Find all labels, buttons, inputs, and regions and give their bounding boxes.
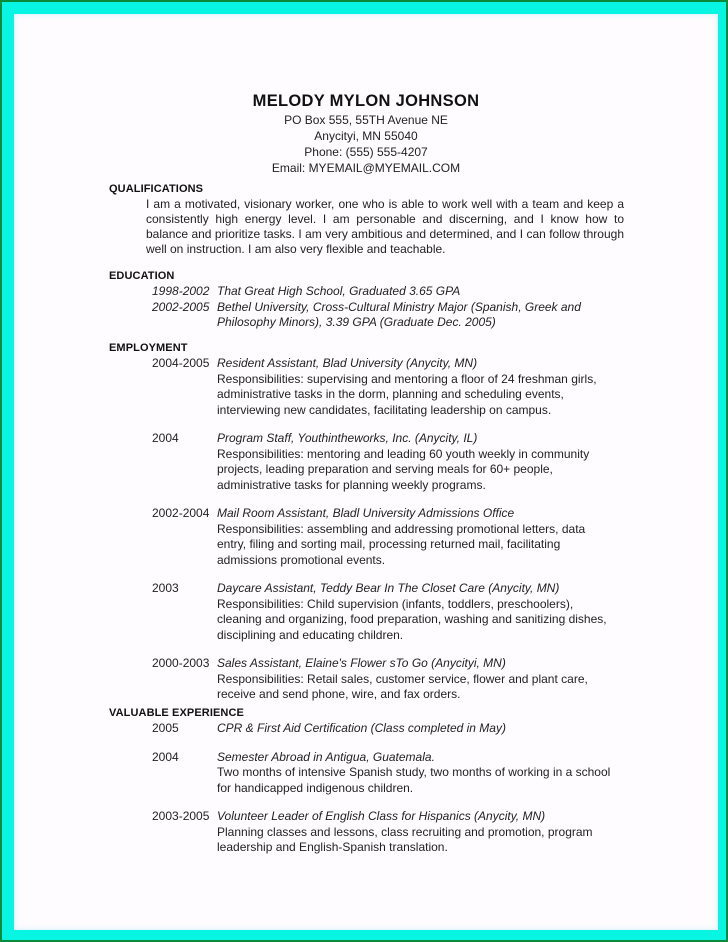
- employment-entry: [109, 506, 639, 568]
- entry-title: Volunteer Leader of English Class for Hispanics (Anycity, MN): [217, 809, 546, 823]
- entry-description: Responsibilities: assembling and addressing promotional letters, data entry, filing and sorting mail, processing returned mail, facilitating admissions promotional events.: [217, 521, 586, 567]
- employment-section: [109, 341, 639, 703]
- entry-years: 2005: [152, 721, 179, 735]
- employment-entry: [109, 431, 639, 493]
- entry-years: 2004: [152, 431, 179, 445]
- section-heading: QUALIFICATIONS: [109, 183, 204, 195]
- education-item: [109, 300, 639, 331]
- address-line-1: PO Box 555, 55TH Avenue NE: [284, 113, 448, 127]
- employment-entry: [109, 356, 639, 418]
- education-years: 2002-2005: [152, 299, 210, 314]
- employment-entry: [109, 581, 639, 643]
- education-text: That Great High School, Graduated 3.65 GPA: [217, 284, 461, 298]
- phone-line: Phone: (555) 555-4207: [304, 145, 428, 159]
- entry-description: Responsibilities: supervising and mentoring a floor of 24 freshman girls, administrative tasks in the dorm, planning and scheduling events, interviewing new candidates, facilitating leadership on campus.: [217, 371, 597, 417]
- entry-title: Mail Room Assistant, Bladl University Admissions Office: [217, 506, 515, 520]
- entry-years: 2003-2005: [152, 809, 210, 823]
- entry-title: Program Staff, Youthintheworks, Inc. (Anycity, IL): [217, 431, 478, 445]
- entry-title: CPR & First Aid Certification (Class completed in May): [217, 721, 506, 735]
- entry-description: Planning classes and lessons, class recruiting and promotion, program leadership and English-Spanish translation.: [217, 824, 593, 854]
- education-section: [109, 269, 639, 331]
- entry-description: Two months of intensive Spanish study, two months of working in a school for handicapped indigenous children.: [217, 765, 611, 795]
- entry-years: 2002-2004: [152, 506, 210, 520]
- entry-title: Semester Abroad in Antigua, Guatemala.: [217, 749, 435, 764]
- entry-years: 2000-2003: [152, 656, 210, 670]
- section-heading: VALUABLE EXPERIENCE: [109, 707, 244, 719]
- experience-entry: [109, 809, 639, 856]
- qualifications-section: [109, 182, 639, 257]
- applicant-name: MELODY MYLON JOHNSON: [252, 92, 480, 110]
- education-years: 1998-2002: [152, 284, 210, 298]
- entry-description: Responsibilities: Child supervision (infants, toddlers, preschoolers), cleaning and organizing, food preparation, washing and sanitizing dishes, disciplining and educating children.: [217, 596, 607, 642]
- entry-years: 2004: [152, 749, 179, 764]
- entry-title: Daycare Assistant, Teddy Bear In The Closet Care (Anycity, MN): [217, 581, 560, 595]
- qualifications-text: I am a motivated, visionary worker, one who is able to work well with a team and keep a consistently high energy level. I am personable and discerning, and I know how to balance and prioritize tasks. I am very ambitious and determined, and I can follow through well on instruction. I am also very flexible and teachable.: [146, 197, 624, 256]
- entry-years: 2003: [152, 581, 179, 595]
- valuable-experience-section: [109, 706, 639, 856]
- education-text: Bethel University, Cross-Cultural Ministry Major (Spanish, Greek and Philosophy Minors), 3.39 GPA (Graduate Dec. 2005): [217, 299, 581, 329]
- entry-description: Responsibilities: mentoring and leading 60 youth weekly in community projects, leading preparation and serving meals for 60+ people, administrative tasks for planning weekly programs.: [217, 446, 590, 492]
- experience-entry: [109, 721, 639, 737]
- resume-header: [14, 90, 718, 176]
- resume-page: [14, 14, 718, 930]
- entry-description: Responsibilities: Retail sales, customer service, flower and plant care, receive and send phone, wire, and fax orders.: [217, 671, 588, 701]
- entry-title: Sales Assistant, Elaine's Flower sTo Go (Anycityi, MN): [217, 656, 506, 670]
- section-heading: EDUCATION: [109, 270, 175, 282]
- section-heading: EMPLOYMENT: [109, 342, 188, 354]
- entry-title: Resident Assistant, Blad University (Anycity, MN): [217, 356, 478, 370]
- education-item: [109, 284, 639, 300]
- experience-entry: [109, 750, 639, 797]
- email-line: Email: MYEMAIL@MYEMAIL.COM: [271, 161, 461, 175]
- entry-years: 2004-2005: [152, 356, 210, 370]
- employment-entry: [109, 656, 639, 703]
- address-line-2: Anycityi, MN 55040: [314, 129, 418, 143]
